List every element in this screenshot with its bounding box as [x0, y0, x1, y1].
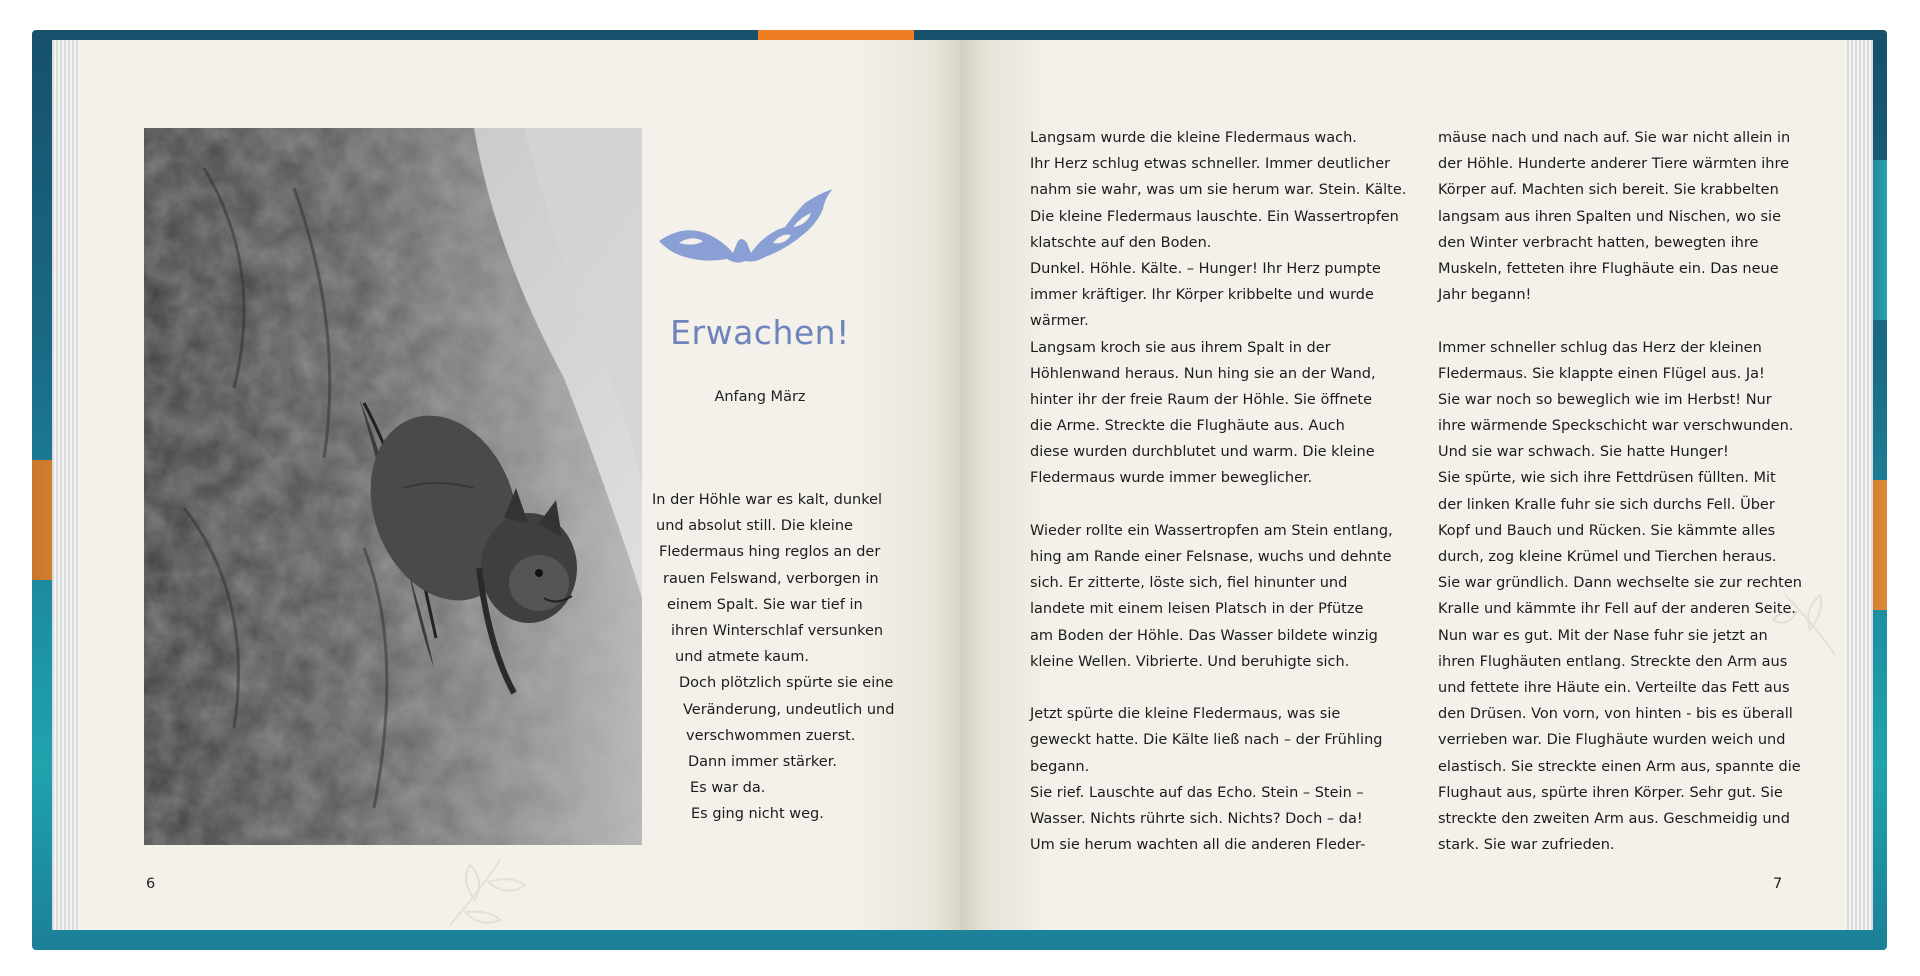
text-line: hinter ihr der freie Raum der Höhle. Sie öffnete: [1030, 391, 1373, 408]
text-line: Kopf und Bauch und Rücken. Sie kämmte alles: [1438, 522, 1776, 539]
text-line: Sie war gründlich. Dann wechselte sie zur rechten: [1438, 575, 1802, 592]
text-line: Kralle und kämmte ihr Fell auf der anderen Seite.: [1438, 601, 1796, 618]
text-line: Flughaut aus, spürte ihren Körper. Sehr gut. Sie: [1438, 784, 1783, 801]
text-line: Fledermaus wurde immer beweglicher.: [1030, 470, 1313, 487]
text-line: nahm sie wahr, was um sie herum war. Stein. Kälte.: [1030, 182, 1407, 199]
text-line: und fettete ihre Häute ein. Verteilte das Fett aus: [1438, 679, 1790, 696]
intro-line: und atmete kaum.: [675, 649, 809, 666]
intro-line: Es ging nicht weg.: [691, 806, 824, 823]
text-line: geweckt hatte. Die Kälte ließ nach – der Frühling: [1030, 732, 1383, 749]
text-line: diese wurden durchblutet und warm. Die kleine: [1030, 444, 1375, 461]
intro-line: Es war da.: [690, 780, 766, 797]
leaf-decoration-icon: [440, 850, 550, 930]
text-line: begann.: [1030, 758, 1090, 775]
blank-line: [1030, 492, 1406, 518]
text-line: ihre wärmende Speckschicht war verschwunden.: [1438, 418, 1794, 435]
blank-line: [1030, 675, 1406, 701]
text-line: Sie spürte, wie sich ihre Fettdrüsen füllten. Mit: [1438, 470, 1776, 487]
bat-photo: [144, 128, 642, 845]
text-line: Fledermaus. Sie klappte einen Flügel aus. Ja!: [1438, 365, 1765, 382]
text-line: Die kleine Fledermaus lauschte. Ein Wassertropfen: [1030, 208, 1399, 225]
text-line: Wieder rollte ein Wassertropfen am Stein entlang,: [1030, 522, 1393, 539]
text-line: elastisch. Sie streckte einen Arm aus, spannte die: [1438, 758, 1801, 775]
text-line: durch, zog kleine Krümel und Tierchen heraus.: [1438, 549, 1777, 565]
intro-line: rauen Felswand, verborgen in: [663, 570, 879, 587]
intro-line: einem Spalt. Sie war tief in: [667, 596, 863, 613]
text-line: stark. Sie war zufrieden.: [1438, 837, 1615, 854]
intro-line: ihren Winterschlaf versunken: [671, 622, 884, 639]
text-line: immer kräftiger. Ihr Körper kribbelte und wurde: [1030, 287, 1374, 304]
bat-icon: [655, 183, 835, 265]
text-line: Wasser. Nichts rührte sich. Nichts? Doch – da!: [1030, 810, 1363, 827]
text-line: den Winter verbracht hatten, bewegten ihre: [1438, 234, 1759, 251]
text-line: der Höhle. Hunderte anderer Tiere wärmten ihre: [1438, 156, 1790, 173]
text-line: mäuse nach und nach auf. Sie war nicht allein in: [1438, 130, 1791, 146]
text-line: Körper auf. Machten sich bereit. Sie krabbelten: [1438, 182, 1779, 199]
text-line: Jetzt spürte die kleine Fledermaus, was sie: [1030, 706, 1341, 723]
text-line: sich. Er zitterte, löste sich, fiel hinunter und: [1030, 575, 1348, 592]
text-column-right: [1438, 125, 1802, 858]
text-line: verrieben war. Die Flughäute wurden weich und: [1438, 732, 1786, 749]
text-column-left: [1030, 125, 1406, 858]
text-line: Nun war es gut. Mit der Nase fuhr sie jetzt an: [1438, 627, 1768, 644]
intro-line: In der Höhle war es kalt, dunkel: [652, 492, 883, 508]
intro-text: [652, 487, 894, 827]
intro-line: Doch plötzlich spürte sie eine: [679, 675, 894, 692]
text-line: Sie rief. Lauschte auf das Echo. Stein – Stein –: [1030, 784, 1364, 801]
text-line: langsam aus ihren Spalten und Nischen, wo sie: [1438, 208, 1781, 225]
text-line: Und sie war schwach. Sie hatte Hunger!: [1438, 444, 1729, 461]
page-edges-right: [1843, 40, 1873, 930]
text-line: die Arme. Streckte die Flughäute aus. Auch: [1030, 418, 1345, 435]
text-line: ihren Flughäuten entlang. Streckte den Arm aus: [1438, 653, 1788, 670]
text-line: Um sie herum wachten all die anderen Fleder-: [1030, 837, 1366, 854]
intro-line: und absolut still. Die kleine: [656, 518, 853, 535]
text-line: der linken Kralle fuhr sie sich durchs Fell. Über: [1438, 496, 1775, 513]
intro-line: Dann immer stärker.: [688, 753, 837, 770]
text-line: hing am Rande einer Felsnase, wuchs und dehnte: [1030, 549, 1392, 565]
text-line: Immer schneller schlug das Herz der kleinen: [1438, 339, 1762, 356]
text-line: den Drüsen. Von vorn, von hinten - bis es überall: [1438, 706, 1793, 723]
text-line: Muskeln, fetteten ihre Flughäute ein. Das neue: [1438, 260, 1779, 277]
text-line: Jahr begann!: [1438, 287, 1532, 304]
intro-line: Fledermaus hing reglos an der: [659, 544, 881, 561]
page-edges-left: [52, 40, 82, 930]
text-line: kleine Wellen. Vibrierte. Und beruhigte sich.: [1030, 653, 1350, 670]
text-line: Langsam kroch sie aus ihrem Spalt in der: [1030, 339, 1331, 356]
text-line: wärmer.: [1030, 313, 1089, 330]
page-number-right: 7: [1773, 876, 1783, 892]
text-line: Ihr Herz schlug etwas schneller. Immer deutlicher: [1030, 156, 1391, 173]
chapter-title: Erwachen!: [670, 313, 850, 352]
text-line: Höhlenwand heraus. Nun hing sie an der Wand,: [1030, 365, 1376, 382]
text-line: landete mit einem leisen Platsch in der Pfütze: [1030, 601, 1364, 618]
text-line: am Boden der Höhle. Das Wasser bildete winzig: [1030, 627, 1378, 644]
text-line: Dunkel. Höhle. Kälte. – Hunger! Ihr Herz pumpte: [1030, 260, 1381, 277]
text-line: klatschte auf den Boden.: [1030, 234, 1212, 251]
chapter-subtitle: Anfang März: [714, 389, 806, 405]
intro-line: Veränderung, undeutlich und: [683, 701, 895, 718]
intro-line: verschwommen zuerst.: [686, 727, 856, 744]
blank-line: [1438, 308, 1802, 334]
text-line: Sie war noch so beweglich wie im Herbst! Nur: [1438, 391, 1772, 408]
text-line: Langsam wurde die kleine Fledermaus wach.: [1030, 130, 1357, 146]
page-number-left: 6: [146, 876, 156, 892]
text-line: streckte den zweiten Arm aus. Geschmeidig und: [1438, 810, 1790, 827]
